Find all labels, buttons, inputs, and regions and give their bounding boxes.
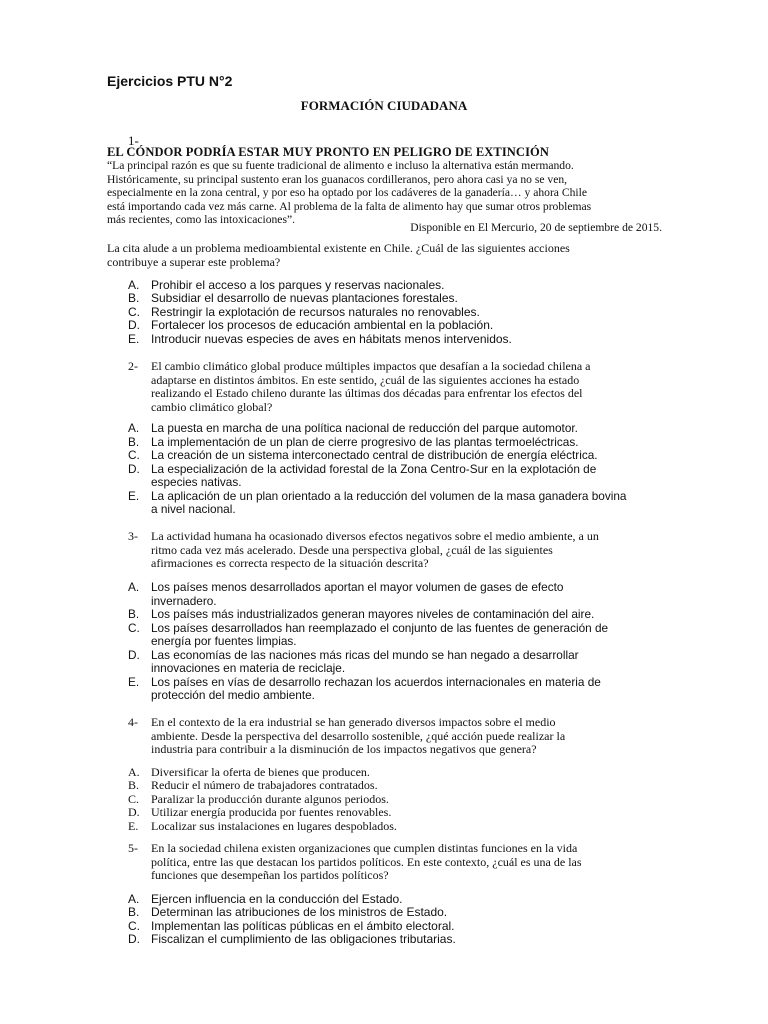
question-1-source: Disponible en El Mercurio, 20 de septiembre de 2015.	[410, 221, 662, 234]
option-text: Localizar sus instalaciones en lugares despoblados.	[151, 818, 397, 833]
option-line: Los países en vías de desarrollo rechazan los acuerdos internacionales en materia de	[151, 674, 601, 689]
option-item[interactable]	[128, 933, 456, 946]
option-text: Utilizar energía producida por fuentes renovables.	[151, 805, 392, 820]
option-line: Los países desarrollados han reemplazado el conjunto de las fuentes de generación de	[151, 620, 609, 635]
option-item[interactable]	[128, 449, 668, 463]
stem-line: En el contexto de la era industrial se han generado diversos impactos sobre el medio	[151, 715, 556, 729]
option-line: La aplicación de un plan orientado a la reducción del volumen de la masa ganadera bovina	[151, 488, 627, 503]
question-1-stem	[107, 242, 570, 269]
question-5-stem	[128, 842, 668, 883]
option-letter: D.	[128, 461, 140, 476]
option-item[interactable]	[128, 436, 668, 450]
option-letter: B.	[128, 905, 140, 920]
option-item[interactable]	[128, 333, 512, 346]
option-text: Prohibir el acceso a los parques y reservas nacionales.	[151, 278, 445, 292]
option-item[interactable]	[128, 906, 456, 919]
option-text: Diversificar la oferta de bienes que producen.	[151, 765, 370, 779]
quote-line: está importando cada vez más carne. Al problema de la falta de alimento hay que sumar otros problemas	[107, 199, 592, 213]
quote-line: más recientes, como las intoxicaciones”.	[107, 213, 296, 226]
option-letter: B.	[128, 778, 140, 793]
option-item[interactable]	[128, 622, 668, 649]
question-3-options	[128, 581, 668, 703]
option-letter: C.	[128, 918, 140, 933]
option-letter: C.	[128, 448, 140, 462]
option-item[interactable]	[128, 893, 456, 906]
document-header: Ejercicios PTU N°2	[107, 73, 233, 89]
option-item[interactable]	[128, 581, 668, 608]
option-item[interactable]	[128, 306, 512, 319]
option-letter: C.	[128, 620, 140, 635]
option-line: La implementación de un plan de cierre progresivo de las plantas termoeléctricas.	[151, 434, 579, 449]
option-letter: E.	[128, 674, 140, 689]
option-letter: E.	[128, 331, 140, 346]
option-text: Reducir el número de trabajadores contratados.	[151, 778, 378, 793]
option-text: Implementan las políticas públicas en el ámbito electoral.	[151, 918, 455, 933]
option-item[interactable]	[128, 779, 397, 792]
option-item[interactable]	[128, 292, 512, 305]
option-line: La especialización de la actividad forestal de la Zona Centro-Sur en la explotación de	[151, 461, 597, 476]
option-line: La creación de un sistema interconectado central de distribución de energía eléctrica.	[151, 448, 598, 462]
question-5-options	[128, 893, 456, 947]
option-item[interactable]	[128, 820, 397, 833]
option-item[interactable]	[128, 463, 668, 490]
option-line: a nivel nacional.	[151, 502, 236, 516]
option-letter: A.	[128, 278, 140, 292]
option-item[interactable]	[128, 793, 397, 806]
option-item[interactable]	[128, 676, 668, 703]
quote-line: “La principal razón es que su fuente tradicional de alimento e incluso la alternativa están mermando.	[107, 159, 574, 172]
option-letter: C.	[128, 304, 140, 319]
question-2-options	[128, 422, 668, 517]
stem-line: afirmaciones es correcta respecto de la situación descrita?	[151, 556, 429, 571]
quote-line: Históricamente, su principal sustento eran los guanacos cordilleranos, pero ahora casi ya no se ven,	[107, 172, 568, 186]
option-item[interactable]	[128, 422, 668, 436]
stem-line: industria para contribuir a la disminución de los impactos negativos que genera?	[151, 742, 537, 757]
question-3-stem	[128, 530, 668, 571]
question-5-number: 5-	[128, 841, 138, 855]
option-item[interactable]	[128, 608, 668, 622]
question-4-options	[128, 766, 397, 833]
option-item[interactable]	[128, 319, 512, 332]
question-3-number: 3-	[128, 529, 138, 543]
option-text: Fortalecer los procesos de educación ambiental en la población.	[151, 318, 494, 333]
option-text: Determinan las atribuciones de los ministros de Estado.	[151, 905, 448, 920]
option-item[interactable]	[128, 920, 456, 933]
option-line: Los países menos desarrollados aportan el mayor volumen de gases de efecto	[151, 580, 564, 594]
option-text: Restringir la explotación de recursos naturales no renovables.	[151, 304, 480, 319]
option-letter: E.	[128, 488, 140, 503]
question-1-quote	[107, 159, 591, 227]
question-1-options	[128, 279, 512, 346]
question-1-headline: EL CÓNDOR PODRÍA ESTAR MUY PRONTO EN PELIGRO DE EXTINCIÓN	[107, 145, 549, 159]
option-letter: B.	[128, 434, 140, 449]
option-text: Ejercen influencia en la conducción del Estado.	[151, 892, 403, 906]
option-letter: D.	[128, 932, 140, 947]
question-4-number: 4-	[128, 715, 138, 729]
option-letter: D.	[128, 805, 140, 820]
option-line: especies nativas.	[151, 475, 242, 489]
stem-line: cambio climático global?	[151, 399, 273, 414]
quote-line: especialmente en la zona central, y por eso ha optado por los cadáveres de la ganadería… y ahora Chile	[107, 186, 587, 199]
option-line: Las economías de las naciones más ricas del mundo se han negado a desarrollar	[151, 647, 579, 662]
option-letter: A.	[128, 892, 140, 906]
option-letter: B.	[128, 607, 140, 621]
stem-line: El cambio climático global produce múltiples impactos que desafían a la sociedad chilena a	[151, 359, 591, 373]
option-line: Los países más industrializados generan mayores niveles de contaminación del aire.	[151, 607, 595, 621]
document-title: FORMACIÓN CIUDADANA	[300, 98, 468, 113]
option-letter: D.	[128, 647, 140, 662]
option-item[interactable]	[128, 279, 512, 292]
option-text: Paralizar la producción durante algunos periodos.	[151, 791, 389, 806]
option-item[interactable]	[128, 806, 397, 819]
stem-line: La actividad humana ha ocasionado diversos efectos negativos sobre el medio ambiente, a un	[151, 529, 599, 543]
option-letter: D.	[128, 318, 140, 333]
stem-line: contribuye a superar este problema?	[107, 254, 281, 269]
option-letter: B.	[128, 291, 140, 306]
stem-line: ambiente. Desde la perspectiva del desarrollo sostenible, ¿qué acción puede realizar la	[151, 728, 566, 743]
stem-line: política, entre las que destacan los partidos políticos. En este contexto, ¿cuál es una de las	[151, 854, 582, 869]
option-line: protección del medio ambiente.	[151, 688, 315, 702]
option-text: Subsidiar el desarrollo de nuevas plantaciones forestales.	[151, 291, 458, 306]
stem-line: adaptarse en distintos ámbitos. En este sentido, ¿cuál de las siguientes acciones ha estado	[151, 372, 580, 387]
question-1-number: 1-	[128, 133, 139, 148]
option-item[interactable]	[128, 766, 397, 779]
question-4-stem	[128, 716, 668, 757]
option-line: innovaciones en materia de reciclaje.	[151, 661, 346, 675]
question-2-number: 2-	[128, 359, 138, 373]
option-line: energía por fuentes limpias.	[151, 634, 297, 648]
option-letter: C.	[128, 791, 140, 806]
stem-line: realizando el Estado chileno durante las últimas dos décadas para enfrentar los efectos del	[151, 386, 583, 401]
option-text: Fiscalizan el cumplimiento de las obligaciones tributarias.	[151, 932, 456, 947]
option-line: invernadero.	[151, 593, 217, 608]
option-item[interactable]	[128, 649, 668, 676]
stem-line: En la sociedad chilena existen organizaciones que cumplen distintas funciones en la vida	[151, 841, 578, 855]
option-letter: E.	[128, 818, 139, 833]
option-letter: A.	[128, 580, 140, 594]
option-letter: A.	[128, 421, 140, 435]
stem-line: funciones que desempeñan los partidos políticos?	[151, 868, 389, 883]
option-line: La puesta en marcha de una política nacional de reducción del parque automotor.	[151, 421, 578, 435]
question-2-stem	[128, 360, 668, 414]
option-letter: A.	[128, 765, 140, 779]
stem-line: ritmo cada vez más acelerado. Desde una perspectiva global, ¿cuál de las siguientes	[151, 542, 553, 557]
stem-line: La cita alude a un problema medioambiental existente en Chile. ¿Cuál de las siguientes acciones	[107, 241, 570, 255]
option-text: Introducir nuevas especies de aves en hábitats menos intervenidos.	[151, 331, 512, 346]
option-item[interactable]	[128, 490, 668, 517]
